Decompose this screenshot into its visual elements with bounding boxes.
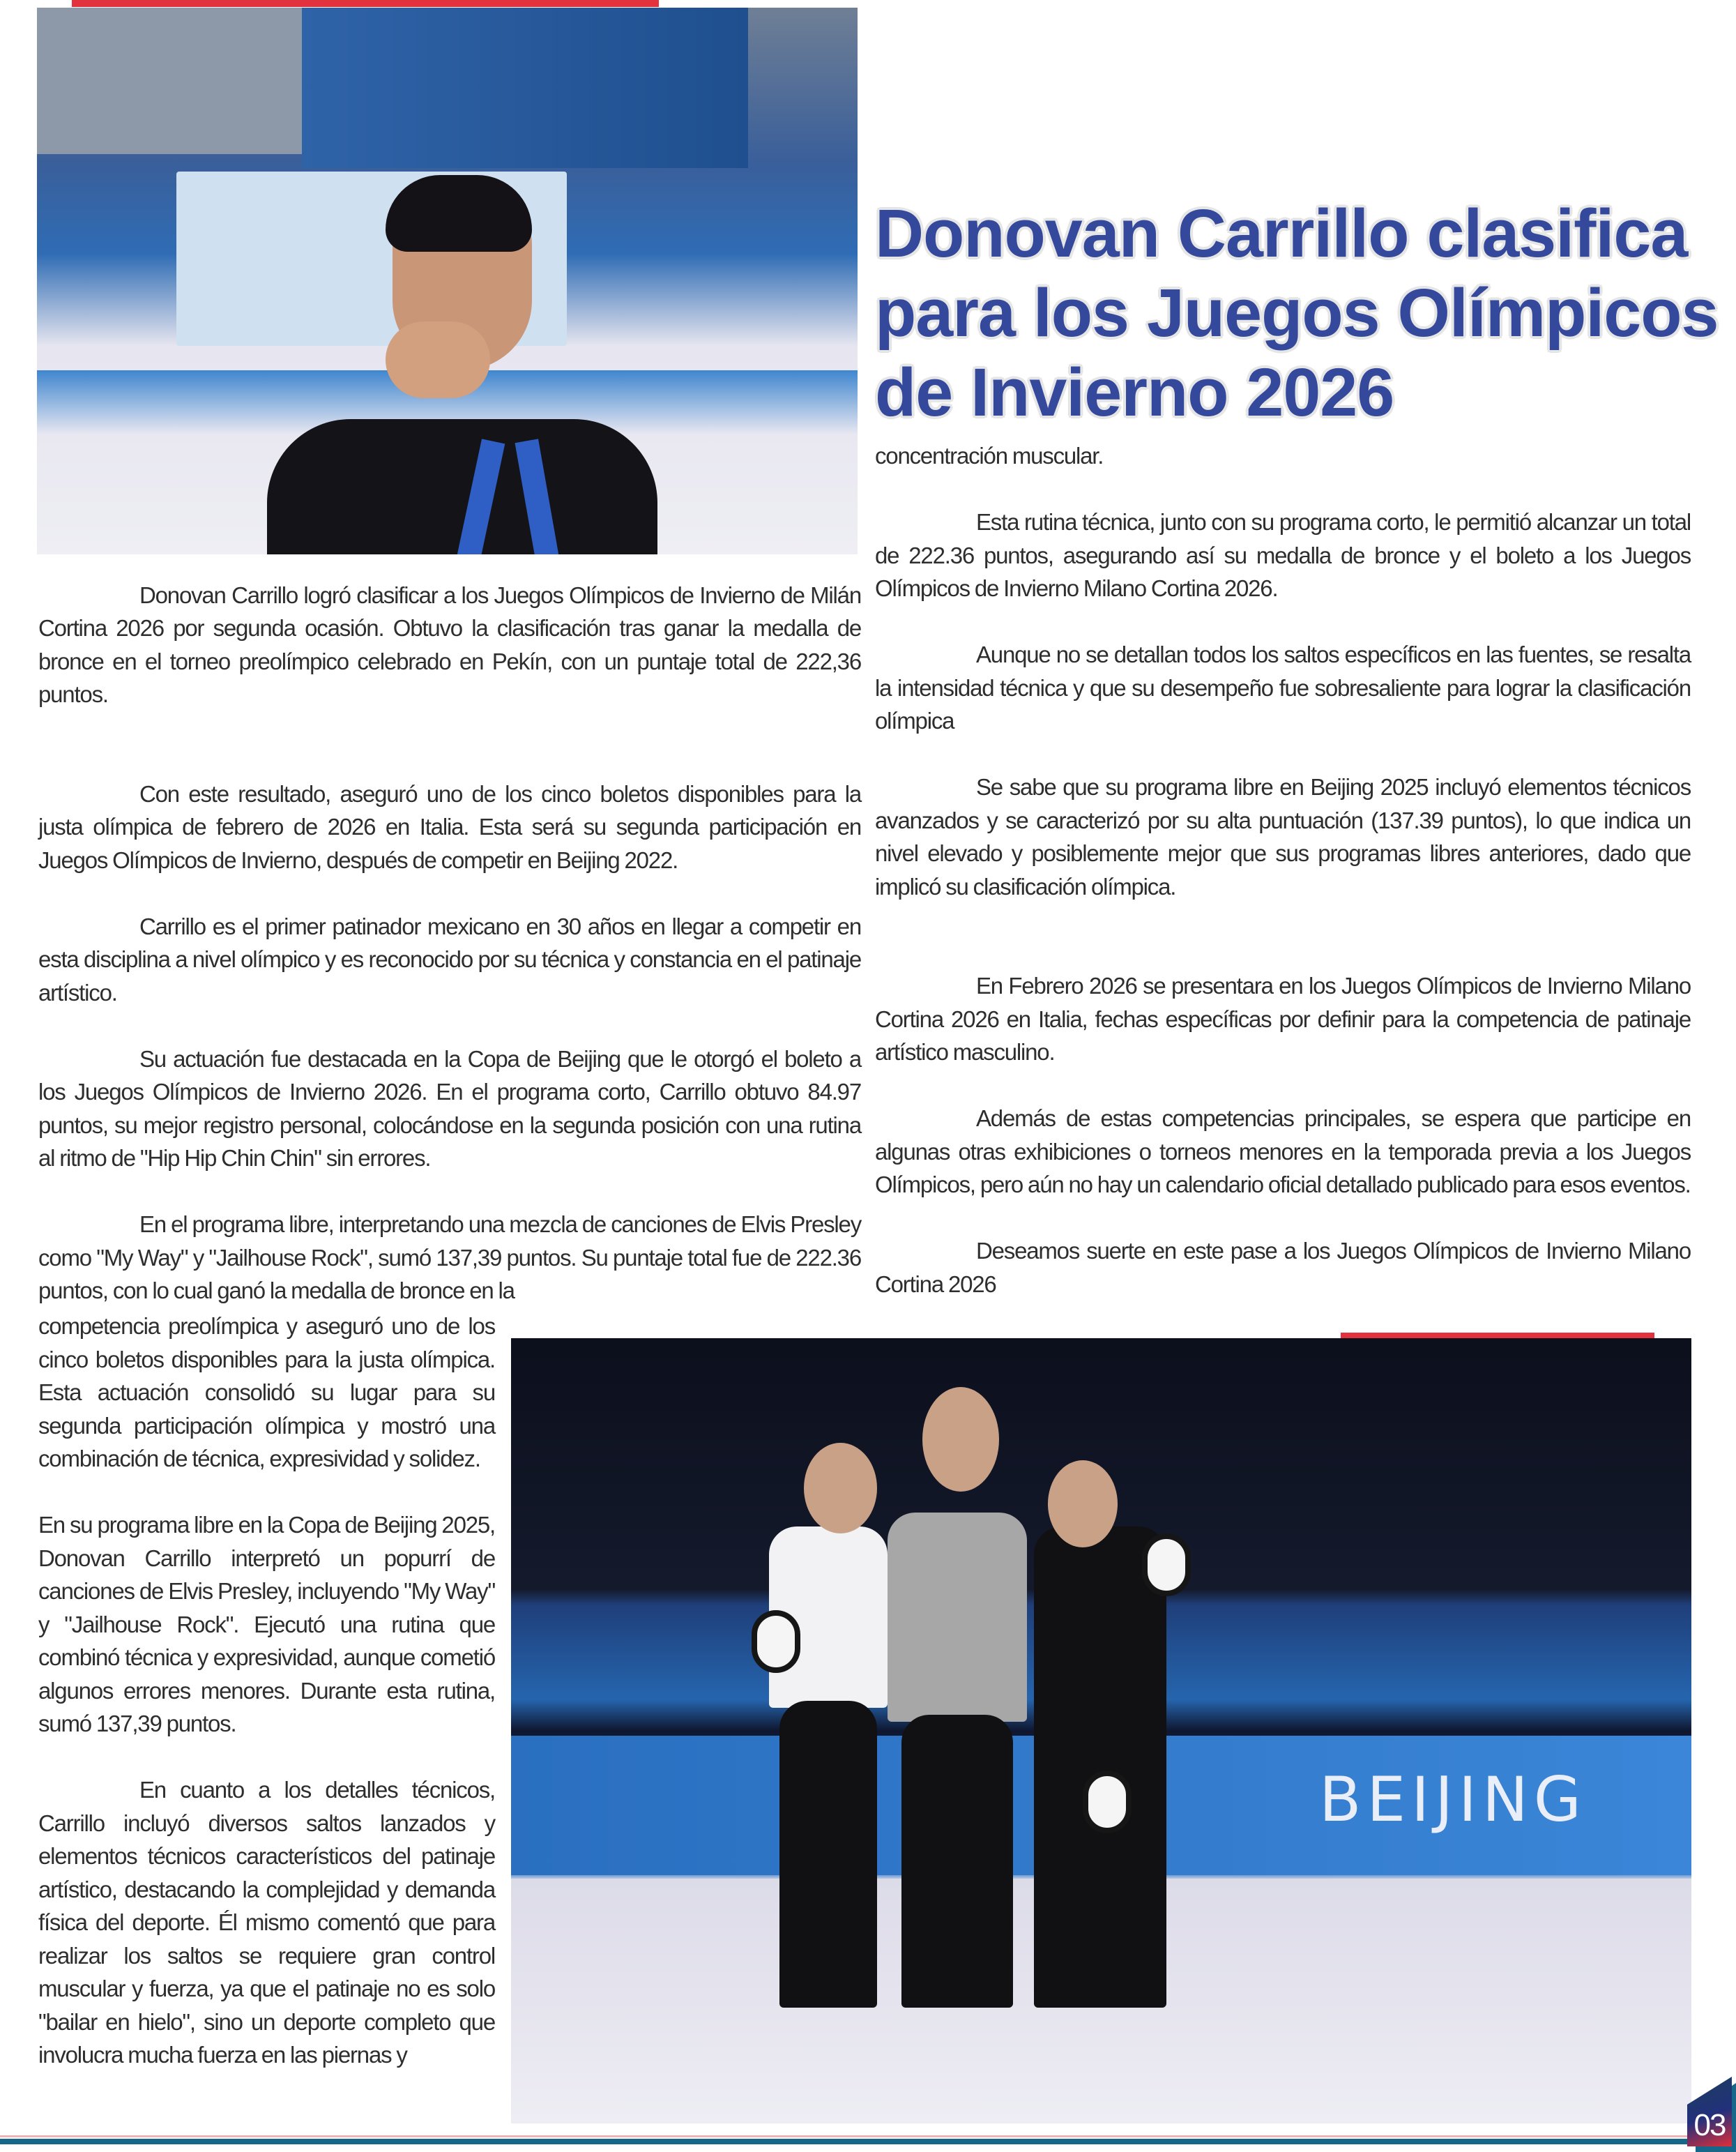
left-column [38, 545, 861, 1308]
skater-left-head [804, 1443, 877, 1533]
paragraph: Deseamos suerte en este pase a los Juegos Olímpicos de Invierno Milano Cortina 2026 [875, 1238, 1691, 1297]
panda-plush [1142, 1533, 1191, 1596]
paragraph: Su actuación fue destacada en la Copa de Beijing que le otorgó el boleto a los Juegos Olímpicos de Invierno 2026. En el programa corto, Carrillo obtuvo 84.97 puntos, su mejor registro personal, colocándose en la segunda posición con una rutina al ritmo de "Hip Hip Chin Chin" sin errores. [38, 1045, 861, 1171]
paragraph: Con este resultado, aseguró uno de los cinco boletos disponibles para la justa olímpica de febrero de 2026 en Italia. Esta será su segunda participación en Juegos Olímpicos de Invierno, después de competir en Beijing 2022. [38, 780, 861, 873]
paragraph: En su programa libre en la Copa de Beijing 2025, Donovan Carrillo interpretó un popurrí de canciones de Elvis Presley, incluyendo "My Way" y "Jailhouse Rock". Ejecutó una rutina que combinó técnica y expresividad, aunque cometió algunos errores menores. Durante esta rutina, sumó 137,39 puntos. [38, 1512, 495, 1736]
skater-center-legs [901, 1715, 1013, 2008]
paragraph: En cuanto a los detalles técnicos, Carrillo incluyó diversos saltos lanzados y elementos técnicos característicos del patinaje artístico, destacando la complejidad y demanda física del deporte. Él mismo comentó que para realizar los saltos se requiere gran control muscular y fuerza, ya que el patinaje no es solo "bailar en hielo", sino un deporte completo que involucra mucha fuerza en las piernas y [38, 1777, 495, 2068]
article-title [875, 194, 1726, 432]
panda-plush [752, 1610, 800, 1673]
paragraph: En Febrero 2026 se presentara en los Juegos Olímpicos de Invierno Milano Cortina 2026 en Italia, fechas específicas por definir para la competencia de patinaje artístico masculino. [875, 973, 1691, 1065]
skater-center-vest [888, 1513, 1027, 1722]
accent-bar-top [72, 0, 659, 7]
skater-hand [386, 321, 490, 398]
paragraph: Esta rutina técnica, junto con su programa corto, le permitió alcanzar un total de 222.36 puntos, asegurando así su medalla de bronce y el boleto a los Juegos Olímpicos de Invierno Milano Cortina 2026. [875, 509, 1691, 601]
footer-rule-pink [0, 2135, 1694, 2137]
skater-left-legs [779, 1701, 877, 2008]
skater-right-head [1048, 1460, 1118, 1547]
right-column [875, 439, 1691, 1301]
title-line: para los Juegos Olímpicos [875, 275, 1719, 351]
paragraph: concentración muscular. [875, 443, 1104, 469]
rink-board-text: BEIJING [1319, 1764, 1587, 1835]
photo-podium [511, 1338, 1691, 2123]
skater-hair [386, 175, 532, 252]
footer-rule-teal [0, 2139, 1694, 2144]
paragraph: En el programa libre, interpretando una mezcla de canciones de Elvis Presley como "My Way" y "Jailhouse Rock", sumó 137,39 puntos. Su puntaje total fue de 222.36 puntos, con lo cual ganó la medalla de bronce en la [38, 1211, 861, 1303]
left-narrow-column [38, 1310, 495, 2072]
skater-right-body [1034, 1526, 1166, 2008]
photo-carrillo-kiss [37, 8, 858, 554]
page-number: 03 [1693, 2108, 1726, 2142]
panda-plush [1083, 1771, 1132, 1833]
paragraph: Se sabe que su programa libre en Beijing 2025 incluyó elementos técnicos avanzados y se caracterizó por su alta puntuación (137.39 puntos), lo que indica un nivel elevado y posiblemente mejor que sus programas libres anteriores, dado que implicó su clasificación olímpica. [875, 774, 1691, 900]
title-line: de Invierno 2026 [875, 354, 1394, 430]
paragraph: competencia preolímpica y aseguró uno de los cinco boletos disponibles para la justa olímpica. Esta actuación consolidó su lugar para su segunda participación olímpica y mostró una combinación de técnica, expresividad y solidez. [38, 1313, 495, 1471]
photo-background-board [37, 8, 330, 154]
title-line: Donovan Carrillo clasifica [875, 195, 1688, 271]
photo-background-banner [302, 8, 748, 168]
skater-center-head [922, 1387, 999, 1492]
paragraph: Además de estas competencias principales, se espera que participe en algunas otras exhibiciones o torneos menores en la temporada previa a los Juegos Olímpicos, pero aún no hay un calendario oficial detallado publicado para esos eventos. [875, 1105, 1691, 1197]
paragraph: Carrillo es el primer patinador mexicano en 30 años en llegar a competir en esta disciplina a nivel olímpico y es reconocido por su técnica y constancia en el patinaje artístico. [38, 913, 861, 1006]
paragraph: Donovan Carrillo logró clasificar a los Juegos Olímpicos de Invierno de Milán Cortina 2026 por segunda ocasión. Obtuvo la clasificación tras ganar la medalla de bronce en el torneo preolímpico celebrado en Pekín, con un puntaje total de 222,36 puntos. [38, 582, 861, 707]
paragraph: Aunque no se detallan todos los saltos específicos en las fuentes, se resalta la intensidad técnica y que su desempeño fue sobresaliente para lograr la clasificación olímpica [875, 642, 1691, 734]
